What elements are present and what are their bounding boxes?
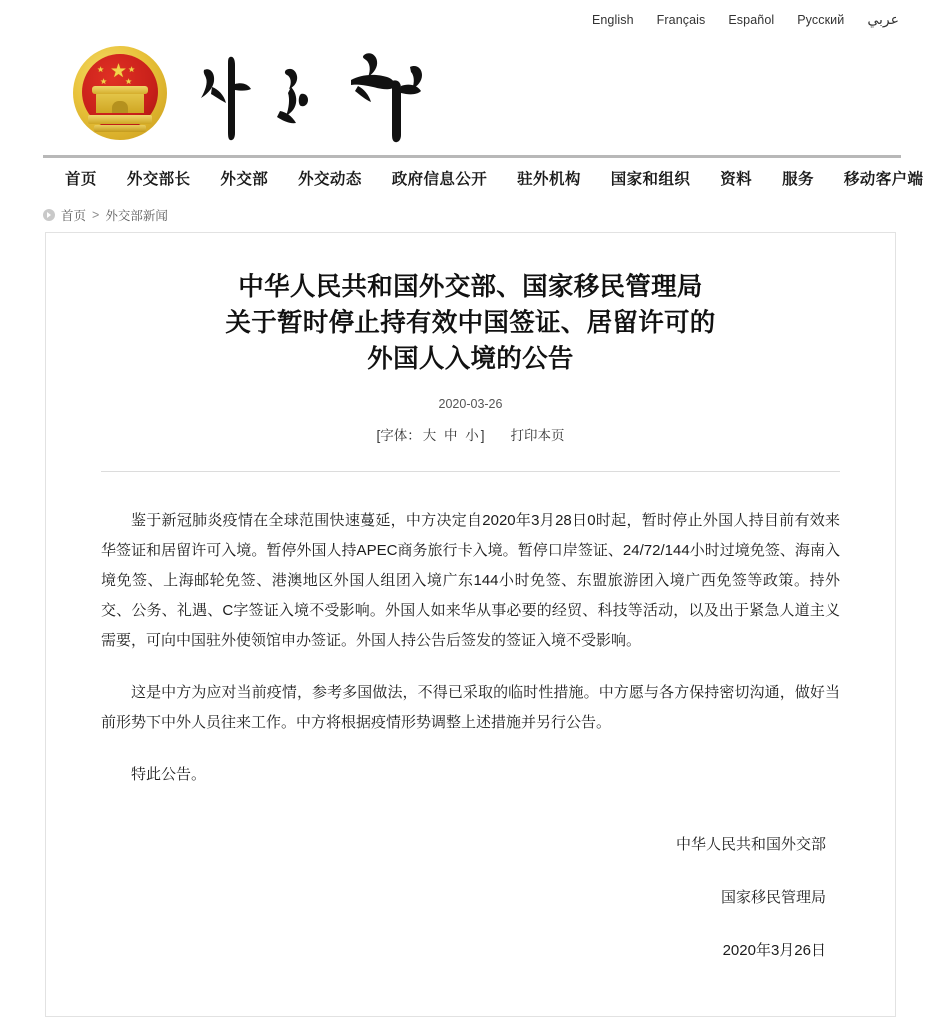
font-size-medium[interactable]: 中 — [444, 428, 458, 443]
masthead — [0, 30, 941, 155]
nav-item-news[interactable]: 外交动态 — [298, 170, 362, 188]
article-toolbar — [101, 424, 840, 444]
breadcrumb-separator: > — [92, 208, 100, 222]
lang-link-francais[interactable]: Français — [656, 12, 706, 27]
language-bar — [0, 0, 941, 30]
nav-item-home[interactable]: 首页 — [65, 170, 97, 188]
lang-link-english[interactable]: English — [591, 12, 634, 27]
article-paragraph: 特此公告。 — [131, 766, 207, 783]
nav-item-ministry[interactable]: 外交部 — [220, 170, 269, 188]
nav-item-foreign-minister[interactable]: 外交部长 — [126, 170, 191, 188]
nav-item-resources[interactable]: 资料 — [720, 170, 753, 188]
signature-ministry: 中华人民共和国外交部 — [675, 836, 826, 853]
nav-item-missions-abroad[interactable]: 驻外机构 — [517, 170, 581, 188]
font-size-large[interactable]: 大 — [422, 428, 437, 443]
publish-date: 2020-03-26 — [438, 397, 503, 411]
article-card — [45, 232, 896, 1017]
breadcrumb-home-link[interactable]: 首页 — [61, 209, 87, 223]
font-size-selector — [376, 424, 484, 444]
font-size-small[interactable]: 小 — [465, 428, 479, 443]
breadcrumb-current: 外交部新闻 — [105, 209, 168, 223]
breadcrumb-arrow-icon — [43, 209, 55, 221]
title-divider — [101, 471, 840, 472]
lang-link-russian[interactable]: Русский — [797, 12, 845, 27]
signature-date: 2020年3月26日 — [722, 942, 826, 959]
print-page-link[interactable]: 打印本页 — [510, 428, 565, 443]
main-navigation — [43, 155, 924, 197]
breadcrumb — [0, 197, 941, 232]
signature-block — [101, 830, 840, 966]
ministry-calligraphy-wordmark[interactable] — [188, 37, 438, 149]
lang-link-arabic[interactable]: عربي — [867, 11, 899, 27]
title-line-3: 外国人入境的公告 — [367, 345, 574, 373]
page-title — [101, 269, 840, 377]
font-size-label-close: ] — [480, 428, 485, 443]
national-emblem-icon: ★ ★ ★ ★ ★ — [68, 41, 172, 145]
title-line-2: 关于暂时停止持有效中国签证、居留许可的 — [225, 309, 716, 337]
article-paragraph: 这是中方为应对当前疫情，参考多国做法，不得已采取的临时性措施。中方愿与各方保持密切沟通，做好当前形势下中外人员往来工作。中方将根据疫情形势调整上述措施并另行公告。 — [101, 684, 840, 731]
nav-item-mobile-client[interactable]: 移动客户端 — [843, 170, 924, 188]
lang-link-espanol[interactable]: Español — [728, 12, 775, 27]
nav-item-government-info[interactable]: 政府信息公开 — [391, 170, 488, 188]
title-line-1: 中华人民共和国外交部、国家移民管理局 — [238, 273, 703, 301]
article-paragraph: 鉴于新冠肺炎疫情在全球范围快速蔓延，中方决定自2020年3月28日0时起，暂时停止外国人持目前有效来华签证和居留许可入境。暂停外国人持APEC商务旅行卡入境。暂停口岸签证、24/72/144小时过境免签、海南入境免签、上海邮轮免签、港澳地区外国人组团入境广东144小时免签、东盟旅游团入境广西免签等政策。持外交、公务、礼遇、C字签证入境不受影响。外国人如来华从事必要的经贸、科技等活动，以及出于紧急人道主义需要，可向中国驻外使领馆申办签证。外国人持公告后签发的签证入境不受影响。 — [101, 512, 840, 649]
font-size-label-open: [字体： — [376, 428, 421, 443]
signature-immigration-administration: 国家移民管理局 — [720, 889, 826, 906]
nav-item-services[interactable]: 服务 — [782, 170, 814, 188]
nav-item-countries-organizations[interactable]: 国家和组织 — [610, 170, 691, 188]
article-body — [101, 506, 840, 790]
